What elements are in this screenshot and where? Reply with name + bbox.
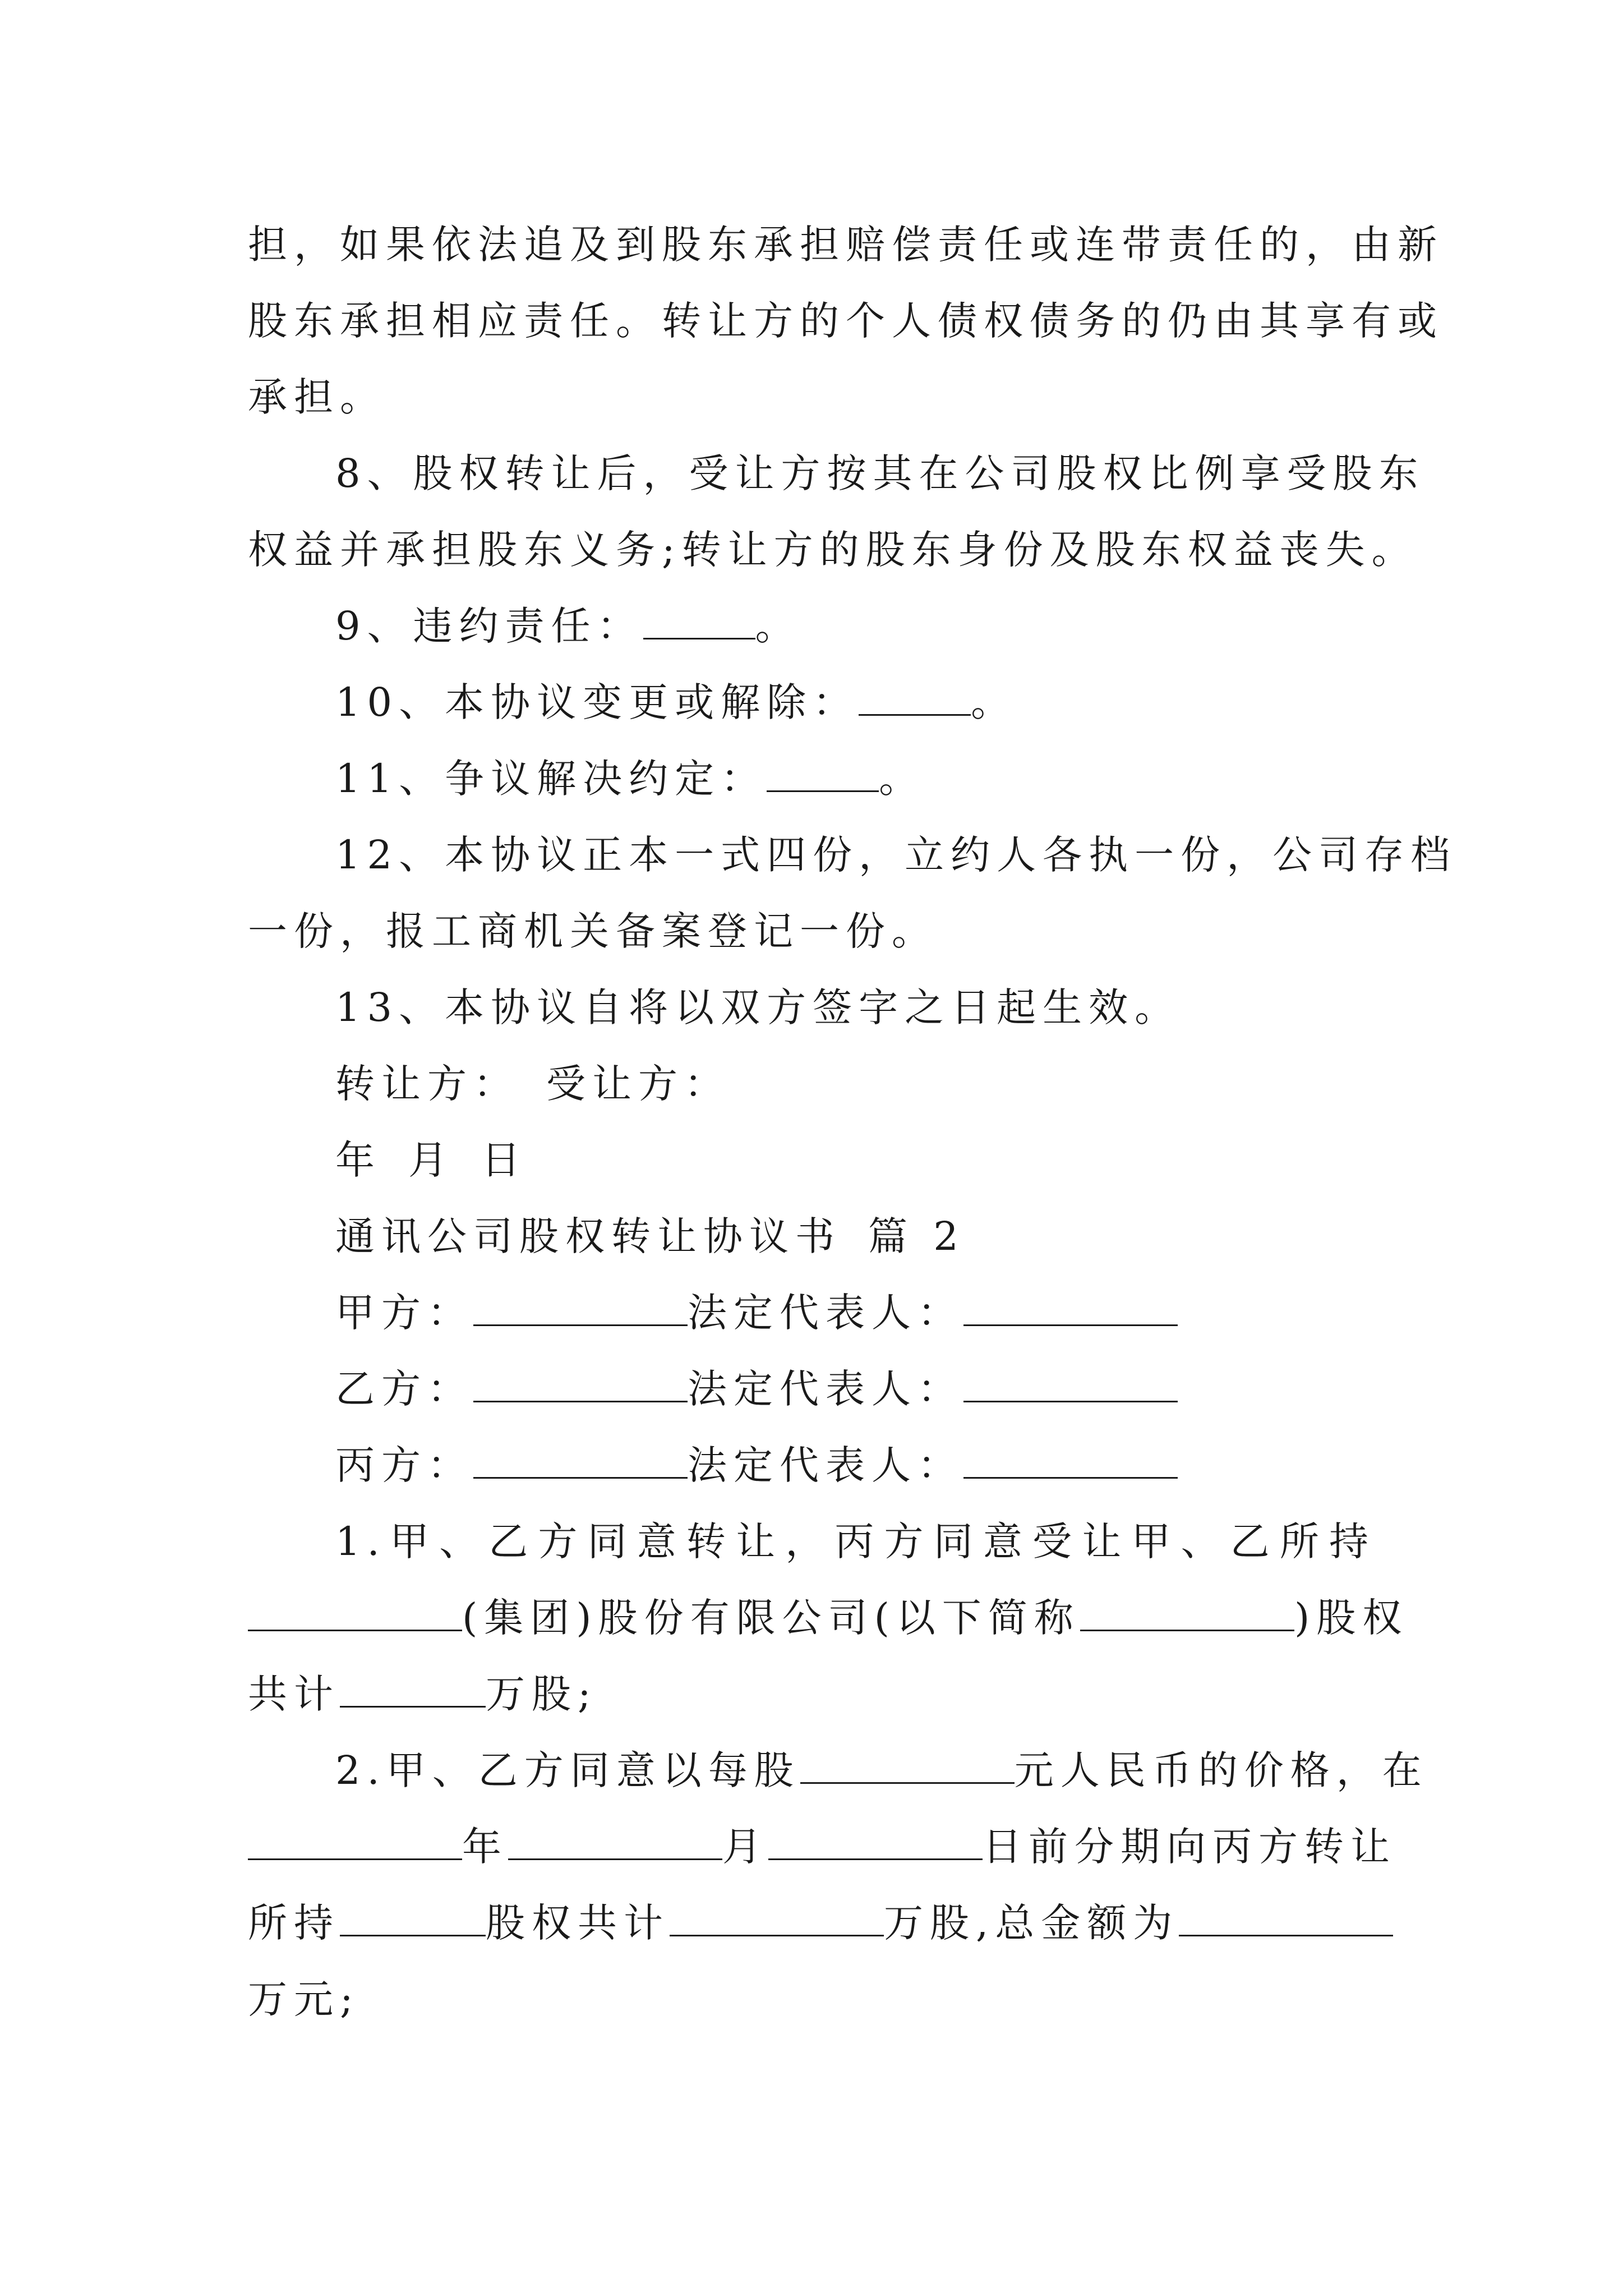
clause-9-end: 。 [755, 603, 801, 649]
article-2-line [248, 1732, 1428, 1809]
party-c-line [248, 1427, 1375, 1503]
clause-9 [248, 588, 1375, 664]
legal-rep-label: 法定代表人： [688, 1290, 963, 1336]
article-2-held: 所持 [248, 1900, 340, 1946]
document-body [248, 206, 1457, 2037]
date-line [248, 1122, 1375, 1198]
section-title [248, 1198, 1375, 1274]
fill-blank[interactable] [767, 756, 879, 792]
clause-13: 13、本协议自将以双方签字之日起生效。 [335, 984, 1181, 1030]
article-2-price: 2.甲、乙方同意以每股 [335, 1747, 800, 1793]
fill-blank[interactable] [340, 1671, 486, 1708]
day-label: 日 [481, 1137, 527, 1183]
article-2-equity: 股权共计 [486, 1900, 670, 1946]
article-2-line [248, 1809, 1396, 1885]
clause-8-line: 权益并承担股东义务;转让方的股东身份及股东权益丧失。 [248, 527, 1418, 573]
month-label: 月 [408, 1137, 454, 1183]
article-2-month: 月 [722, 1824, 768, 1870]
fill-blank[interactable] [963, 1366, 1178, 1402]
party-a-line [248, 1274, 1375, 1351]
fill-blank[interactable] [670, 1900, 884, 1936]
legal-rep-label: 法定代表人： [688, 1442, 963, 1488]
fill-blank[interactable] [473, 1442, 688, 1479]
article-2-year: 年 [462, 1824, 508, 1870]
clause-11 [248, 740, 1375, 817]
article-2-line: 万元; [248, 1976, 360, 2022]
fill-blank[interactable] [859, 679, 971, 716]
article-1-equity: )股权 [1294, 1595, 1409, 1641]
clause-11-end: 。 [879, 756, 925, 802]
paragraph-line: 承担。 [248, 374, 386, 420]
fill-blank[interactable] [1179, 1900, 1393, 1936]
article-1-line: 1.甲、乙方同意转让，丙方同意受让甲、乙所持 [335, 1519, 1375, 1565]
fill-blank[interactable] [963, 1290, 1178, 1326]
article-1-total: 共计 [248, 1671, 340, 1717]
article-1-line [248, 1656, 1375, 1732]
clause-11-label: 11、争议解决约定： [335, 756, 767, 802]
party-c-label: 丙方： [335, 1442, 473, 1488]
fill-blank[interactable] [643, 603, 755, 639]
clause-12-line: 一份，报工商机关备案登记一份。 [248, 908, 938, 954]
fill-blank[interactable] [248, 1824, 462, 1860]
section-number: 篇 2 [868, 1213, 965, 1259]
clause-10-label: 10、本协议变更或解除： [335, 679, 859, 725]
article-2-amount: 万股,总金额为 [884, 1900, 1179, 1946]
transferee-label: 受让方： [546, 1061, 730, 1107]
fill-blank[interactable] [768, 1824, 983, 1860]
paragraph-line: 担，如果依法追及到股东承担赔偿责任或连带责任的，由新 [248, 222, 1444, 268]
paragraph-line: 股东承担相应责任。转让方的个人债权债务的仍由其享有或 [248, 298, 1444, 344]
fill-blank[interactable] [473, 1290, 688, 1326]
party-b-label: 乙方： [335, 1366, 473, 1412]
section-title-text: 通讯公司股权转让协议书 [335, 1213, 841, 1259]
article-2-currency: 元人民币的价格，在 [1014, 1747, 1428, 1793]
article-2-line [248, 1885, 1375, 1961]
fill-blank[interactable] [800, 1747, 1015, 1784]
fill-blank[interactable] [248, 1595, 462, 1631]
clause-8-line: 8、股权转让后，受让方按其在公司股权比例享受股东 [335, 450, 1425, 496]
article-1-line [248, 1580, 1409, 1656]
article-2-day: 日前分期向丙方转让 [983, 1824, 1396, 1870]
fill-blank[interactable] [473, 1366, 688, 1402]
clause-12-line: 12、本协议正本一式四份，立约人各执一份，公司存档 [335, 832, 1457, 878]
party-b-line [248, 1351, 1375, 1427]
article-1-shares: 万股; [486, 1671, 598, 1717]
fill-blank[interactable] [508, 1824, 722, 1860]
clause-10 [248, 664, 1375, 740]
article-1-company: (集团)股份有限公司(以下简称 [462, 1595, 1080, 1641]
fill-blank[interactable] [340, 1900, 486, 1936]
transferor-label: 转让方： [335, 1061, 519, 1107]
fill-blank[interactable] [1080, 1595, 1294, 1631]
clause-9-label: 9、违约责任： [335, 603, 643, 649]
fill-blank[interactable] [963, 1442, 1178, 1479]
signature-line [248, 1046, 1375, 1122]
party-a-label: 甲方： [335, 1290, 473, 1336]
clause-10-end: 。 [971, 679, 1017, 725]
year-label: 年 [335, 1137, 381, 1183]
legal-rep-label: 法定代表人： [688, 1366, 963, 1412]
